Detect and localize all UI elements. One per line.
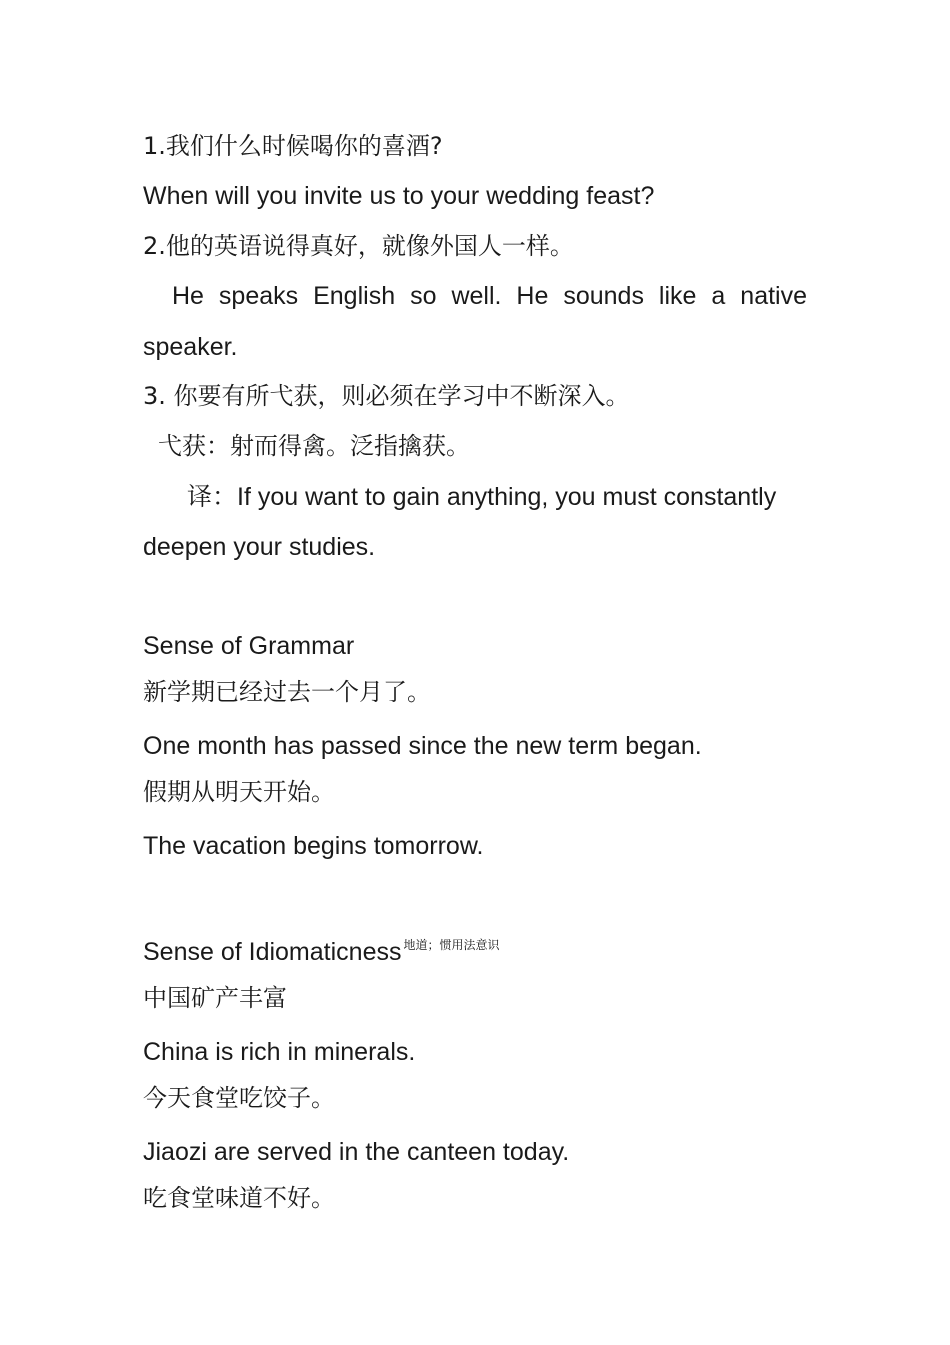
- idiomaticness-heading-text: Sense of Idiomaticness: [143, 938, 402, 966]
- example-3-word-note: 弋获：射而得禽。泛指擒获。: [158, 432, 470, 460]
- idiomaticness-example-1-chinese: 中国矿产丰富: [143, 984, 287, 1012]
- idiomaticness-example-3-chinese: 吃食堂味道不好。: [143, 1184, 335, 1212]
- example-2-chinese: 2.他的英语说得真好，就像外国人一样。: [143, 232, 574, 260]
- example-3-english-line-1: 译：If you want to gain anything, you must constantly: [187, 483, 777, 511]
- example-1-chinese: 1.我们什么时候喝你的喜酒?: [143, 132, 443, 160]
- idiomaticness-example-2-english: Jiaozi are served in the canteen today.: [143, 1138, 570, 1166]
- grammar-example-1-chinese: 新学期已经过去一个月了。: [143, 678, 431, 706]
- grammar-example-1-english: One month has passed since the new term began.: [143, 732, 702, 760]
- idiomaticness-example-2-chinese: 今天食堂吃饺子。: [143, 1084, 335, 1112]
- example-2-english-line-2: speaker.: [143, 333, 238, 361]
- example-2-english-line-1: He speaks English so well. He sounds like a native: [172, 282, 807, 310]
- idiomaticness-heading-note: 地道；惯用法意识: [403, 938, 500, 952]
- grammar-heading: Sense of Grammar: [143, 632, 355, 660]
- idiomaticness-heading: [143, 937, 500, 967]
- example-3-chinese: 3. 你要有所弋获，则必须在学习中不断深入。: [143, 382, 630, 410]
- grammar-example-2-english: The vacation begins tomorrow.: [143, 832, 484, 860]
- example-1-english: When will you invite us to your wedding feast?: [143, 182, 655, 210]
- example-3-english-line-2: deepen your studies.: [143, 533, 376, 561]
- idiomaticness-example-1-english: China is rich in minerals.: [143, 1038, 416, 1066]
- grammar-example-2-chinese: 假期从明天开始。: [143, 778, 335, 806]
